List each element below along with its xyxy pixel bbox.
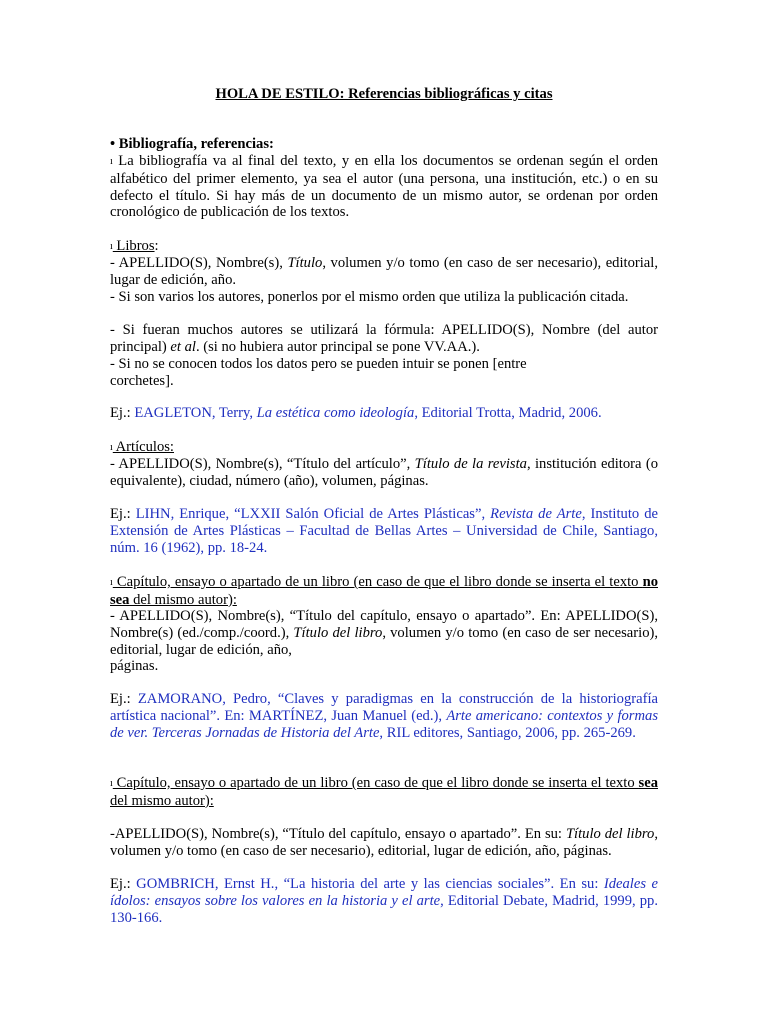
capitulo-mismo-example [110, 876, 658, 926]
text-run-italic: Título de la revista [414, 456, 527, 472]
example-text-italic: La estética como ideología [256, 405, 415, 421]
capitulo-otro-example [110, 691, 658, 741]
example-text: GOMBRICH, Ernst H., “La historia del arte y las ciencias sociales”. En su: [136, 876, 604, 892]
example-text: , Editorial Trotta, Madrid, 2006. [414, 405, 602, 421]
text-run: , volumen y/o tomo (en caso de ser necesario), editorial, lugar de edición, año, páginas. [110, 826, 658, 859]
articulos-heading-text: Artículos: [112, 439, 174, 455]
text-run-italic: Título del libro [293, 624, 383, 641]
bullet-icon: ı [110, 241, 113, 252]
text-run: -APELLIDO(S), Nombre(s), “Título del capítulo, ensayo o apartado”. En su: [110, 826, 566, 842]
bibliography-intro [110, 153, 658, 221]
example-text-italic: Arte americano: contextos y formas de ver. Terceras Jornadas de Historia del Arte [110, 707, 658, 741]
text-run-italic: Título del libro [565, 826, 655, 842]
bullet-icon: ı [110, 442, 113, 453]
text-run: . (si no hubiera autor principal se pone VV.AA.). [195, 338, 480, 355]
libros-rule-1 [110, 255, 658, 289]
text-run: Capítulo, ensayo o apartado de un libro (en caso de que el libro donde se inserta el texto [112, 574, 643, 590]
capitulo-otro-heading [110, 574, 658, 609]
bullet-icon: ı [110, 156, 113, 167]
libros-rule-4-line-1: - Si no se conocen todos los datos pero se pueden intuir se ponen [entre [110, 356, 527, 372]
text-run: del mismo autor): [110, 792, 214, 809]
libros-rule-4 [110, 356, 658, 390]
bibliography-heading [110, 136, 658, 153]
articulos-example [110, 506, 658, 556]
text-run: - APELLIDO(S), Nombre(s), “Título del capítulo, ensayo o apartado”. En: APELLIDO(S), Nombre(s) (ed./comp./coord.), [110, 608, 658, 641]
text-run: - APELLIDO(S), Nombre(s), [110, 255, 288, 271]
libros-heading [110, 238, 658, 256]
libros-heading-text: Libros [112, 238, 155, 254]
example-text-italic: Revista de Arte [490, 506, 582, 522]
articulos-rule [110, 456, 658, 490]
bullet-icon: ı [110, 778, 113, 789]
bibliography-heading-text: • Bibliografía, referencias: [110, 136, 274, 152]
bullet-icon: ı [110, 577, 113, 588]
example-label: Ej.: [110, 691, 138, 707]
example-text: EAGLETON, Terry, [134, 405, 257, 421]
example-text-italic: Ideales e ídolos: ensayos sobre los valores en la historia y el arte [110, 876, 658, 909]
text-run-italic: Título [287, 255, 323, 271]
text-run: páginas. [110, 658, 159, 675]
text-run-bold: sea [638, 775, 658, 791]
text-run: , volumen y/o tomo (en caso de ser necesario), editorial, lugar de edición, año. [110, 255, 658, 288]
text-run-bold: no sea [110, 574, 658, 608]
libros-rule-3 [110, 322, 658, 356]
text-run: del mismo autor): [129, 591, 237, 608]
capitulo-mismo-rule [110, 826, 658, 860]
libros-heading-colon: : [154, 238, 159, 254]
example-label: Ej.: [110, 876, 137, 892]
text-run: , institución editora (o equivalente), ciudad, número (año), volumen, páginas. [110, 456, 659, 489]
text-run: - Si fueran muchos autores se utilizará la fórmula: APELLIDO(S), Nombre (del autor principal) [110, 322, 658, 355]
libros-rule-4-line-2: corchetes]. [110, 372, 174, 389]
text-run: Capítulo, ensayo o apartado de un libro (en caso de que el libro donde se inserta el texto [112, 775, 639, 791]
example-text: , Editorial Debate, Madrid, 1999, pp. 130-166. [110, 892, 658, 926]
page-title: HOLA DE ESTILO: Referencias bibliográficas y citas [215, 86, 553, 102]
example-text: ZAMORANO, Pedro, “Claves y paradigmas en la construcción de la historiografía artística nacional”. En: MARTÍNEZ, Juan Manuel (ed.), [110, 691, 658, 724]
bibliography-intro-text: La bibliografía va al final del texto, y en ella los documentos se ordenan según el orden alfabético del primer elemento, ya sea el autor (una persona, una institución, etc.) o en su defecto el título. Si hay más de un documento de un mismo autor, se ordenan por orden cronológico de publicación de los textos. [110, 153, 658, 221]
text-run: , volumen y/o tomo (en caso de ser necesario), editorial, lugar de edición, año, [110, 624, 658, 658]
libros-rule-2: - Si son varios los autores, ponerlos por el mismo orden que utiliza la publicación citada. [110, 289, 629, 305]
text-run: - APELLIDO(S), Nombre(s), “Título del artículo”, [110, 456, 415, 472]
articulos-heading [110, 439, 658, 457]
capitulo-otro-rule [110, 608, 658, 675]
example-text: LIHN, Enrique, “LXXII Salón Oficial de Artes Plásticas”, [135, 506, 491, 522]
example-text: , RIL editores, Santiago, 2006, pp. 265-269. [379, 724, 636, 741]
example-label: Ej.: [110, 506, 136, 522]
capitulo-mismo-heading [110, 775, 658, 810]
example-label: Ej.: [110, 405, 135, 421]
libros-example [110, 405, 658, 422]
example-text: , Instituto de Extensión de Artes Plásticas – Facultad de Bellas Artes – Universidad de Chile, Santiago, núm. 16 (1962), pp. 18-24. [110, 506, 659, 556]
text-run-italic: et al [170, 338, 196, 355]
